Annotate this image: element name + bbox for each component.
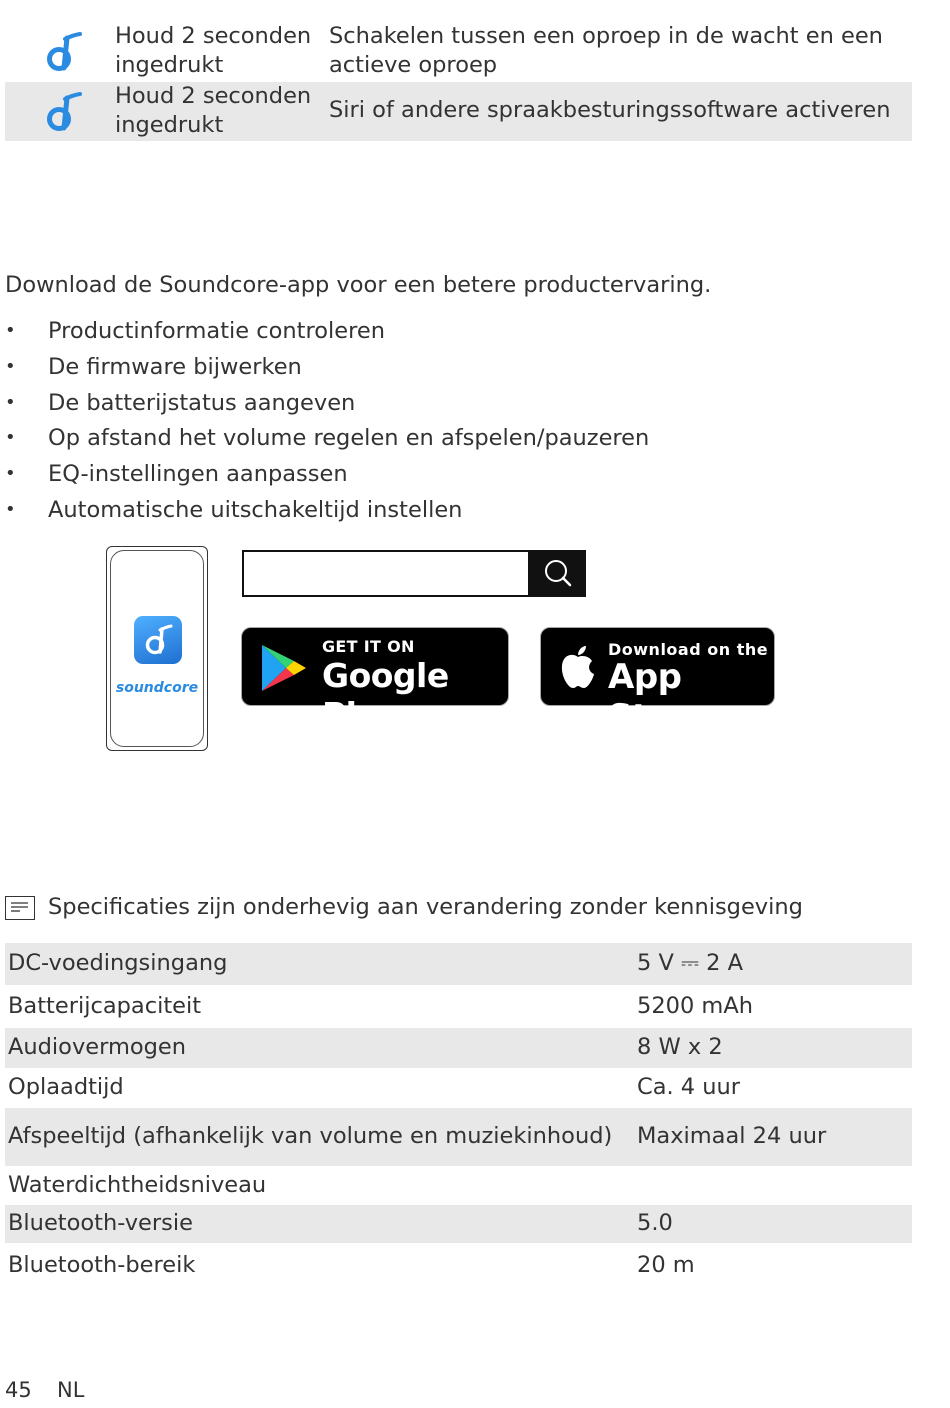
- bullet: •: [5, 355, 16, 377]
- search-button[interactable]: [529, 550, 586, 597]
- table-row: [5, 1205, 912, 1243]
- spec-label: Audiovermogen: [8, 1034, 187, 1060]
- control-action-line: Houd 2 seconden: [115, 23, 312, 49]
- spec-label: Bluetooth-bereik: [8, 1252, 196, 1278]
- table-row: [5, 1028, 912, 1068]
- list-item-text: EQ-instellingen aanpassen: [48, 461, 348, 488]
- spec-label: Bluetooth-versie: [8, 1210, 193, 1236]
- spec-value: 5200 mAh: [637, 993, 753, 1019]
- bullet: •: [5, 391, 16, 413]
- app-store-button[interactable]: [540, 627, 775, 737]
- control-row: [5, 82, 912, 141]
- list-item-text: Automatische uitschakeltijd instellen: [48, 496, 463, 523]
- table-row: [5, 1243, 912, 1287]
- bullet: •: [5, 498, 16, 520]
- table-row: [5, 1166, 912, 1205]
- page-language: NL: [57, 1378, 85, 1402]
- list-item-text: Op afstand het volume regelen en afspelen/pauzeren: [48, 425, 650, 452]
- google-play-icon: [260, 643, 308, 693]
- spec-value: Maximaal 24 uur: [637, 1123, 827, 1149]
- control-action-line: ingedrukt: [115, 52, 224, 78]
- control-action-line: ingedrukt: [115, 112, 224, 138]
- app-store-label: App Store: [608, 657, 710, 737]
- spec-label: Afspeeltijd (afhankelijk van volume en muziekinhoud): [8, 1123, 613, 1149]
- control-description: [329, 96, 891, 125]
- bullet: •: [5, 320, 16, 341]
- control-description-line: Schakelen tussen een oproep in de wacht en een: [329, 23, 883, 49]
- bullet: •: [5, 463, 16, 485]
- soundcore-app-icon[interactable]: [134, 616, 182, 664]
- apple-icon: [559, 644, 597, 690]
- spec-value: 8 W x 2: [637, 1034, 723, 1060]
- app-search-input[interactable]: [242, 550, 530, 597]
- control-action: [115, 82, 311, 140]
- phone-illustration: [106, 546, 208, 751]
- spec-value: 20 m: [637, 1252, 695, 1278]
- spec-value: 5 V ⎓ 2 A: [637, 950, 743, 976]
- page-number: 45: [5, 1378, 32, 1402]
- table-row: [5, 986, 912, 1028]
- soundcore-logo-icon: [134, 616, 182, 664]
- list-item-text: De batterijstatus aangeven: [48, 389, 356, 416]
- control-action-line: Houd 2 seconden: [115, 83, 312, 109]
- control-row: [5, 22, 912, 81]
- spec-label: Batterijcapaciteit: [8, 993, 202, 1019]
- bullet: •: [5, 427, 16, 449]
- list-item-text: De firmware bijwerken: [48, 353, 302, 380]
- app-name: soundcore: [115, 680, 199, 696]
- table-row: [5, 1068, 912, 1108]
- spec-label: Waterdichtheidsniveau: [8, 1172, 267, 1198]
- google-play-button[interactable]: [241, 627, 509, 734]
- control-description-line: Siri of andere spraakbesturingssoftware activeren: [329, 97, 891, 123]
- control-action: [115, 22, 311, 80]
- google-play-small-label: GET IT ON: [322, 637, 415, 656]
- spec-note-text: Specificaties zijn onderhevig aan verandering zonder kennisgeving: [48, 894, 803, 920]
- soundcore-logo-icon: [43, 26, 83, 78]
- control-description: [329, 22, 883, 80]
- spec-label: Oplaadtijd: [8, 1074, 124, 1100]
- control-description-line: actieve oproep: [329, 52, 498, 78]
- spec-value: 5.0: [637, 1210, 673, 1236]
- table-row: [5, 1108, 912, 1166]
- app-intro: Download de Soundcore-app voor een betere productervaring.: [5, 272, 712, 298]
- note-icon: [5, 896, 35, 920]
- spec-value: Ca. 4 uur: [637, 1074, 741, 1100]
- search-icon: [529, 550, 586, 597]
- soundcore-logo-icon: [43, 86, 83, 138]
- list-item-text: Productinformatie controleren: [48, 318, 385, 344]
- app-store-small-label: Download on the: [608, 640, 769, 659]
- google-play-label: Google Play: [322, 656, 449, 734]
- table-row: [5, 943, 912, 985]
- spec-label: DC-voedingsingang: [8, 950, 228, 976]
